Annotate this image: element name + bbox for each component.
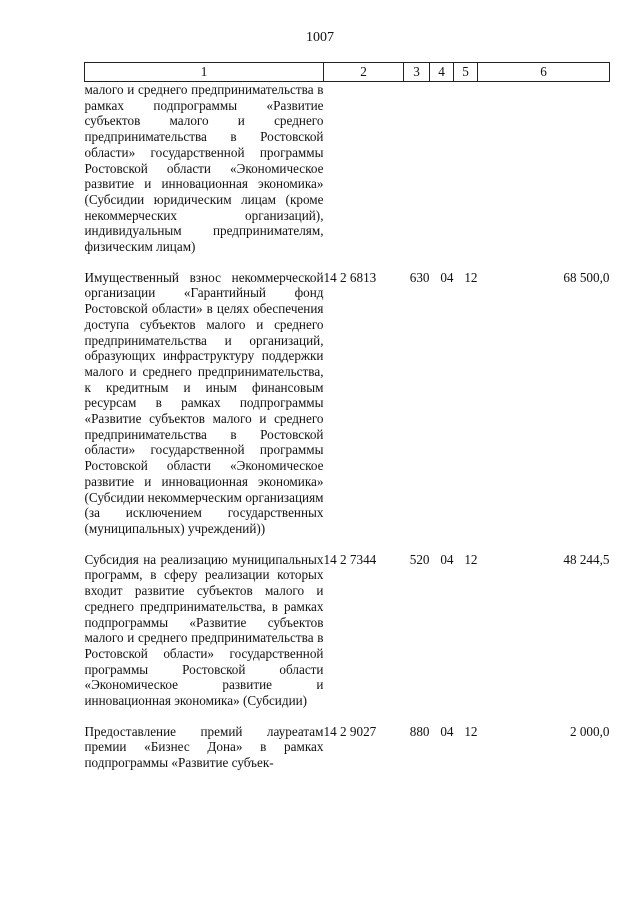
- row-section: 04: [440, 723, 454, 739]
- row-target-code: [324, 82, 404, 255]
- row-section: [430, 82, 454, 255]
- budget-table: [84, 62, 610, 771]
- row-section: 04: [440, 551, 454, 567]
- row-expense-type: 880: [409, 723, 430, 739]
- row-expense-type: [404, 82, 430, 255]
- row-amount: [478, 82, 610, 255]
- row-amount: 48 244,5: [563, 551, 610, 567]
- table-header-row: [85, 63, 610, 82]
- page-number: 1007: [306, 30, 334, 45]
- header-col-5: 5: [454, 63, 478, 82]
- row-expense-type: 520: [409, 551, 430, 567]
- header-col-2: 2: [324, 63, 404, 82]
- row-subsection: [454, 82, 478, 255]
- row-description: Имущественный взнос некоммерческой организации «Гарантийный фонд Ростовской области» в целях обеспечения доступа субъектов малого и среднего предпринимательства и организаций, образующих инфраструктуру поддержки малого и среднего предпринимательства, к кредитным и иным финансовым ресурсам в рамках подпрограммы «Развитие субъектов малого и среднего предпринимательства в Ростовской области» государственной программы Ростовской области «Экономическое развитие и инновационная экономика» (Субсидии некоммерческим организациям (за исключением государственных (муниципальных) учреждений)): [84, 269, 324, 536]
- header-col-3: 3: [404, 63, 430, 82]
- header-col-6: 6: [478, 63, 610, 82]
- table-row: [85, 270, 610, 537]
- table-row: [85, 82, 610, 255]
- row-amount: 68 500,0: [563, 269, 610, 285]
- row-target-code: 14 2 9027: [323, 723, 377, 739]
- header-col-4: 4: [430, 63, 454, 82]
- row-description: малого и среднего предпринимательства в рамках подпрограммы «Развитие субъектов малого и среднего предпринимательства в Ростовской области» государственной программы Ростовской области «Экономическое развитие и инновационная экономика» (Субсидии юридическим лицам (кроме некоммерческих организаций), индивидуальным предпринимателям, физическим лицам): [84, 82, 324, 255]
- row-description: Субсидия на реализацию муниципальных программ, в сферу реализации которых входит развитие субъектов малого и среднего предпринимательства, в рамках подпрограммы «Развитие субъектов малого и среднего предпринимательства в Ростовской области» государственной программы Ростовской области «Экономическое развитие и инновационная экономика» (Субсидии): [84, 551, 324, 709]
- table-row: [85, 552, 610, 709]
- row-subsection: 12: [464, 269, 478, 285]
- row-section: 04: [440, 269, 454, 285]
- table-row: [85, 724, 610, 771]
- row-subsection: 12: [464, 723, 478, 739]
- row-target-code: 14 2 6813: [323, 269, 377, 285]
- row-expense-type: 630: [409, 269, 430, 285]
- row-subsection: 12: [464, 551, 478, 567]
- row-target-code: 14 2 7344: [323, 551, 377, 567]
- header-col-1: 1: [85, 63, 324, 82]
- row-description: Предоставление премий лауреатам премии «Бизнес Дона» в рамках подпрограммы «Развитие субъек-: [84, 723, 324, 771]
- row-amount: 2 000,0: [569, 723, 610, 739]
